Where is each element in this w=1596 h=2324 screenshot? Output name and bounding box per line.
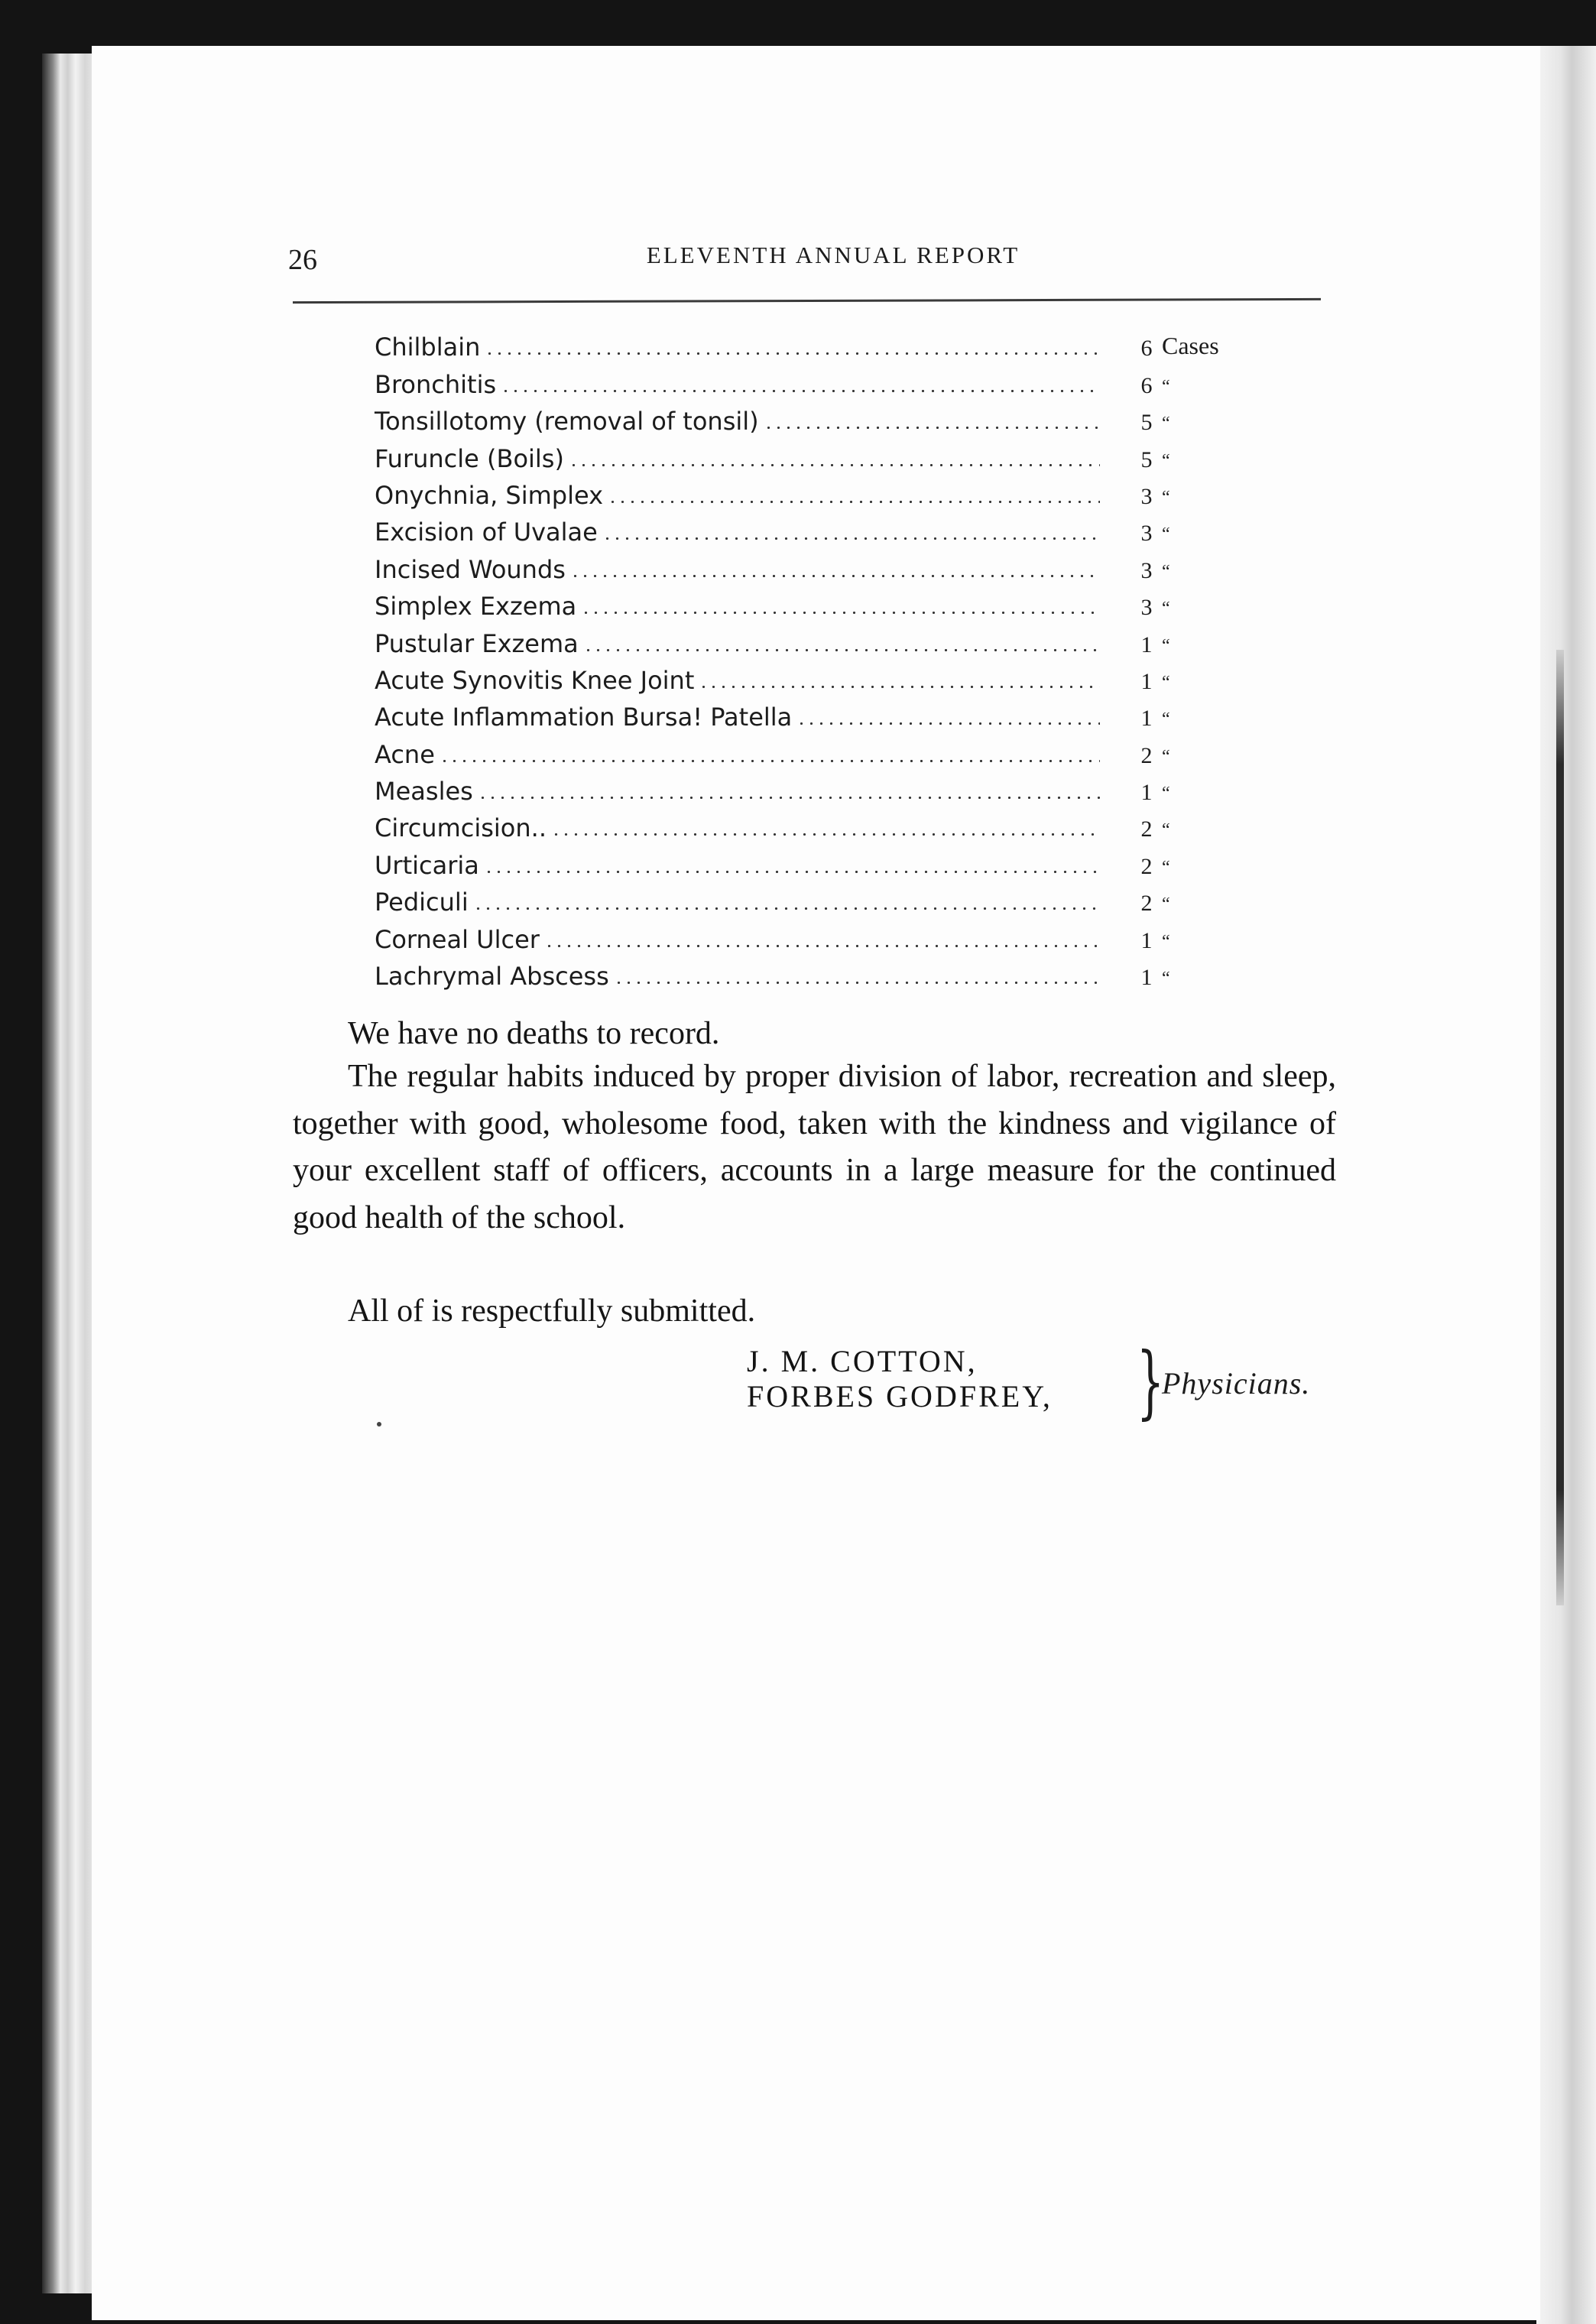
case-row	[375, 769, 1254, 806]
case-name: Corneal Ulcer	[375, 924, 540, 954]
dot-leader	[484, 871, 1100, 873]
case-name: Measles	[375, 777, 473, 807]
case-row	[375, 842, 1254, 879]
dot-leader	[501, 390, 1100, 392]
signature-name: FORBES GODFREY,	[747, 1379, 1053, 1414]
habits-paragraph: The regular habits induced by proper division of labor, recreation and sleep, together with good, wholesome food, taken with the kindness and vigilance of your excellent staff of officers, accounts in a large measure for the continued good health of the school.	[293, 1059, 1336, 1235]
case-row	[375, 547, 1254, 583]
dot-leader	[473, 907, 1100, 910]
case-count: 6	[1140, 336, 1153, 362]
case-row	[375, 732, 1254, 768]
page-number: 26	[288, 244, 317, 276]
signature-name: J. M. COTTON,	[747, 1344, 978, 1378]
ditto-mark: “	[1162, 820, 1172, 841]
case-name: Pediculi	[375, 888, 469, 917]
case-count: 5	[1140, 446, 1153, 472]
ditto-mark: “	[1162, 894, 1172, 915]
case-count: 2	[1140, 853, 1153, 879]
ditto-mark: “	[1162, 524, 1172, 545]
case-count: 5	[1140, 410, 1153, 436]
page-speck	[377, 1422, 381, 1427]
case-count: 3	[1140, 557, 1153, 583]
ditto-mark: “	[1162, 672, 1172, 693]
running-title: ELEVENTH ANNUAL REPORT	[646, 242, 1020, 268]
case-count: 1	[1140, 927, 1153, 953]
case-row	[375, 399, 1254, 436]
ditto-mark: “	[1162, 746, 1172, 767]
signature-brace: }	[1136, 1335, 1165, 1428]
case-name: Chilblain	[375, 333, 481, 362]
page-shadow	[1556, 650, 1564, 1605]
cases-table	[375, 325, 1254, 991]
case-name: Acute Synovitis Knee Joint	[375, 665, 695, 695]
case-row	[375, 806, 1254, 842]
ditto-mark: “	[1162, 784, 1172, 804]
case-row	[375, 436, 1254, 472]
case-name: Acne	[375, 739, 435, 769]
case-row	[375, 584, 1254, 621]
dot-leader	[583, 649, 1100, 651]
case-name: Urticaria	[375, 850, 479, 880]
dot-leader	[440, 760, 1100, 762]
case-count: 1	[1140, 668, 1153, 694]
case-name: Simplex Exzema	[375, 592, 577, 622]
case-count: 2	[1140, 891, 1153, 917]
case-count: 6	[1140, 372, 1153, 398]
book-right-edge	[1536, 46, 1596, 2324]
case-name: Bronchitis	[375, 369, 497, 399]
case-count: 3	[1140, 521, 1153, 547]
case-count: 1	[1140, 706, 1153, 732]
ditto-mark: “	[1162, 599, 1172, 619]
case-count: 3	[1140, 595, 1153, 621]
ditto-mark: “	[1162, 450, 1172, 471]
dot-leader	[699, 686, 1100, 688]
ditto-mark: “	[1162, 969, 1172, 989]
signature-block	[747, 1344, 1053, 1414]
dot-leader	[478, 797, 1100, 799]
case-row	[375, 473, 1254, 510]
case-name: Incised Wounds	[375, 554, 566, 584]
case-count: 1	[1140, 631, 1153, 657]
case-row	[375, 362, 1254, 398]
dot-leader	[602, 537, 1100, 540]
no-deaths-paragraph: We have no deaths to record.	[348, 1016, 720, 1051]
ditto-mark: “	[1162, 857, 1172, 878]
dot-leader	[608, 501, 1100, 503]
closing-paragraph: All of is respectfully submitted.	[348, 1293, 756, 1329]
case-name: Excision of Uvalae	[375, 518, 598, 547]
dot-leader	[614, 982, 1100, 984]
ditto-mark: “	[1162, 376, 1172, 397]
case-count: 2	[1140, 742, 1153, 768]
case-row	[375, 510, 1254, 547]
case-count: 2	[1140, 816, 1153, 842]
case-count: 1	[1140, 780, 1153, 806]
case-name: Lachrymal Abscess	[375, 962, 609, 992]
case-count: 1	[1140, 965, 1153, 991]
ditto-mark: “	[1162, 561, 1172, 582]
ditto-mark: “	[1162, 709, 1172, 730]
cases-unit-label: Cases	[1162, 332, 1219, 360]
ditto-mark: “	[1162, 635, 1172, 656]
case-name: Tonsillotomy (removal of tonsil)	[375, 407, 759, 437]
case-row	[375, 917, 1254, 953]
dot-leader	[581, 612, 1100, 614]
ditto-mark: “	[1162, 931, 1172, 952]
case-row	[375, 621, 1254, 657]
dot-leader	[485, 352, 1100, 355]
dot-leader	[764, 427, 1100, 429]
case-name: Onychnia, Simplex	[375, 480, 604, 510]
case-row	[375, 325, 1254, 362]
ditto-mark: “	[1162, 414, 1172, 434]
case-name: Acute Inflammation Bursa! Patella	[375, 703, 793, 732]
case-row	[375, 695, 1254, 732]
dot-leader	[570, 575, 1100, 577]
dot-leader	[551, 833, 1100, 836]
case-name: Circumcision..	[375, 813, 547, 843]
case-row	[375, 880, 1254, 917]
case-count: 3	[1140, 483, 1153, 509]
case-name: Pustular Exzema	[375, 628, 579, 658]
signature-title: Physicians.	[1162, 1366, 1311, 1401]
case-row	[375, 954, 1254, 991]
case-row	[375, 658, 1254, 695]
case-name: Furuncle (Boils)	[375, 443, 564, 473]
dot-leader	[569, 464, 1100, 466]
dot-leader	[796, 722, 1100, 725]
dot-leader	[544, 945, 1100, 947]
ditto-mark: “	[1162, 487, 1172, 508]
